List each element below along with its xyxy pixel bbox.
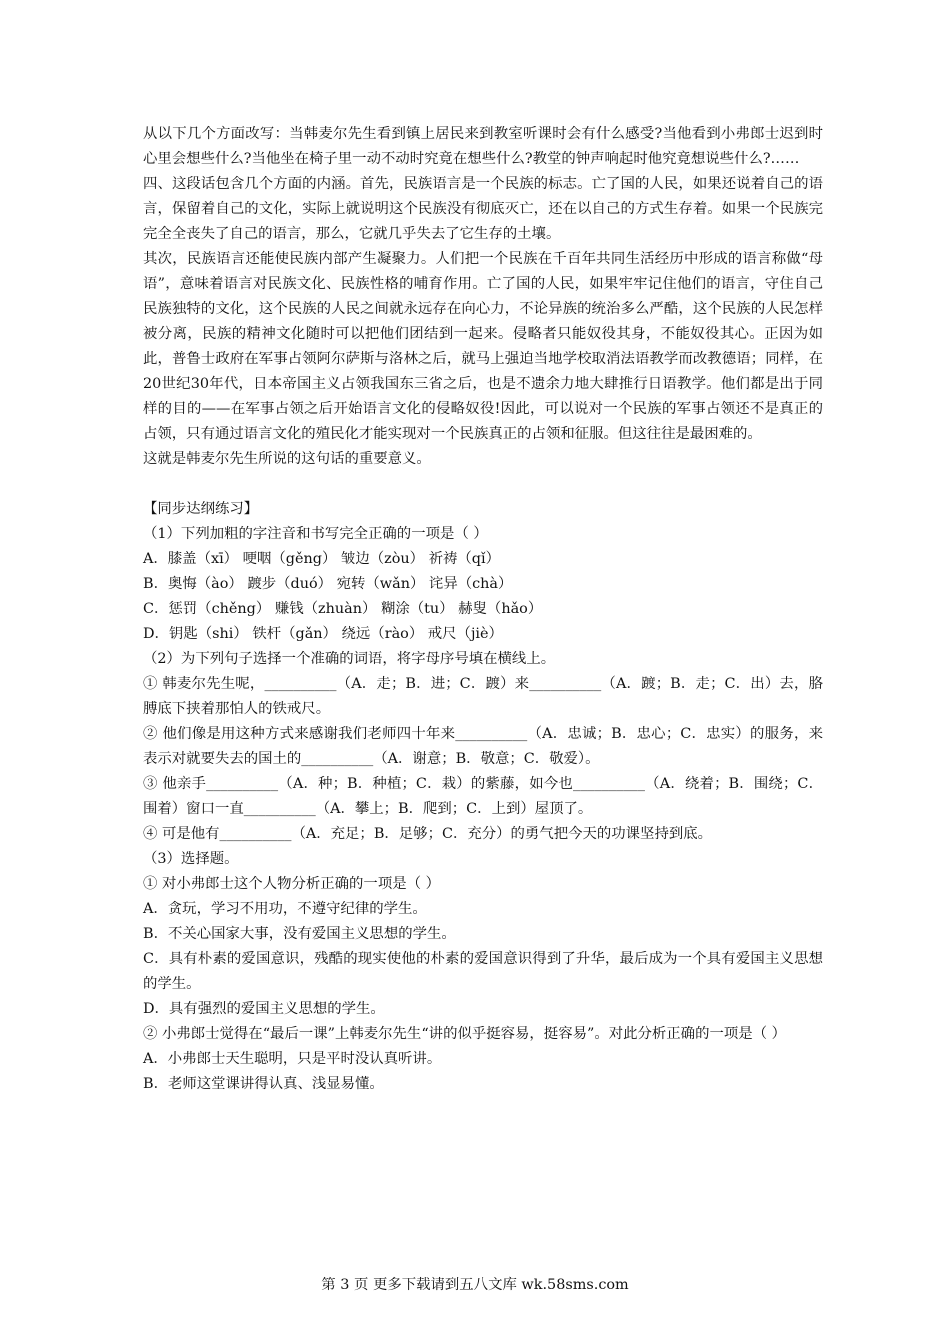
- page-content: [143, 122, 823, 1097]
- answer-rewrite-tail: 从以下几个方面改写：当韩麦尔先生看到镇上居民来到教室听课时会有什么感受?当他看到小弗郎士迟到时心里会想些什么?当他坐在椅子里一动不动时究竟在想些什么?教堂的钟声响起时他究竟想说些什么?……: [143, 126, 823, 167]
- page-footer: 第 3 页 更多下载请到五八文库 wk.58sms.com: [321, 1277, 629, 1293]
- answer-4-paragraph-1: 四、这段话包含几个方面的内涵。首先，民族语言是一个民族的标志。亡了国的人民，如果还说着自己的语言，保留着自己的文化，实际上就说明这个民族没有彻底灭亡，还在以自己的方式生存着。如果一个民族完完全全丧失了自己的语言，那么，它就几乎失去了它生存的土壤。: [143, 176, 823, 242]
- question-2-item-1: ① 韩麦尔先生呢，__________（A．走；B．进；C．踱）来__________（A．踱；B．走；C．出）去，胳膊底下挟着那怕人的铁戒尺。: [143, 676, 823, 717]
- question-1-option-b: B．奥悔（ào） 踱步（duó） 宛转（wǎn） 诧异（chà）: [143, 576, 513, 592]
- question-3-1-option-b: B．不关心国家大事，没有爱国主义思想的学生。: [143, 926, 456, 942]
- answer-4-paragraph-2: 其次，民族语言还能使民族内部产生凝聚力。人们把一个民族在千百年共同生活经历中形成的语言称做“母语”，意味着语言对民族文化、民族性格的哺育作用。亡了国的人民，如果牢牢记住他们的语言，守住自己民族独特的文化，这个民族的人民之间就永远存在向心力，不论异族的统治多么严酷，这个民族的人民怎样被分离，民族的精神文化随时可以把他们团结到一起来。侵略者只能奴役其身，不能奴役其心。正因为如此，普鲁士政府在军事占领阿尔萨斯与洛林之后，就马上强迫当地学校取消法语教学而改教德语；同样，在20世纪30年代，日本帝国主义占领我国东三省之后，也是不遗余力地大肆推行日语教学。他们都是出于同样的目的——在军事占领之后开始语言文化的侵略奴役!因此，可以说对一个民族的军事占领还不是真正的占领，只有通过语言文化的殖民化才能实现对一个民族真正的占领和征服。但这往往是最困难的。: [143, 251, 823, 442]
- question-1-option-d: D．钥匙（shi） 铁杆（gǎn） 绕远（rào） 戒尺（jiè）: [143, 626, 503, 642]
- question-3-1-option-d: D．具有强烈的爱国主义思想的学生。: [143, 1001, 385, 1017]
- question-2-item-4: ④ 可是他有__________（A．充足；B．足够；C．充分）的勇气把今天的功课坚持到底。: [143, 826, 713, 842]
- exercise-heading: 【同步达纲练习】: [143, 501, 259, 517]
- question-3-stem: （3）选择题。: [143, 851, 239, 867]
- question-1-stem: （1）下列加粗的字注音和书写完全正确的一项是（ ）: [143, 526, 488, 542]
- question-2-stem: （2）为下列句子选择一个准确的词语，将字母序号填在横线上。: [143, 651, 556, 667]
- question-3-1-option-c: C．具有朴素的爱国意识，残酷的现实使他的朴素的爱国意识得到了升华，最后成为一个具有爱国主义思想的学生。: [143, 951, 823, 992]
- question-3-2-option-a: A．小弗郎士天生聪明，只是平时没认真听讲。: [143, 1051, 442, 1067]
- question-3-1-stem: ① 对小弗郎士这个人物分析正确的一项是（ ）: [143, 876, 440, 892]
- question-3-2-option-b: B．老师这堂课讲得认真、浅显易懂。: [143, 1076, 384, 1092]
- question-2-item-3: ③ 他亲手__________（A．种；B．种植；C．栽）的紫藤，如今也__________（A．绕着；B．围绕；C．围着）窗口一直__________（A．攀上；B．爬到；C．上到）屋顶了。: [143, 776, 823, 817]
- question-3-1-option-a: A．贪玩，学习不用功，不遵守纪律的学生。: [143, 901, 427, 917]
- question-1-option-a: A．膝盖（xī） 哽咽（gěng） 皱边（zòu） 祈祷（qǐ）: [143, 551, 501, 567]
- question-3-2-stem: ② 小弗郎士觉得在“最后一课”上韩麦尔先生“讲的似乎挺容易，挺容易”。对此分析正确的一项是（ ）: [143, 1026, 786, 1042]
- question-2-item-2: ② 他们像是用这种方式来感谢我们老师四十年来__________（A．忠诚；B．忠心；C．忠实）的服务，来表示对就要失去的国土的__________（A．谢意；B．敬意；C．敬爱）。: [143, 726, 823, 767]
- question-1-option-c: C．惩罚（chěng） 赚钱（zhuàn） 糊涂（tu） 赫叟（hǎo）: [143, 601, 543, 617]
- answer-4-paragraph-3: 这就是韩麦尔先生所说的这句话的重要意义。: [143, 451, 431, 467]
